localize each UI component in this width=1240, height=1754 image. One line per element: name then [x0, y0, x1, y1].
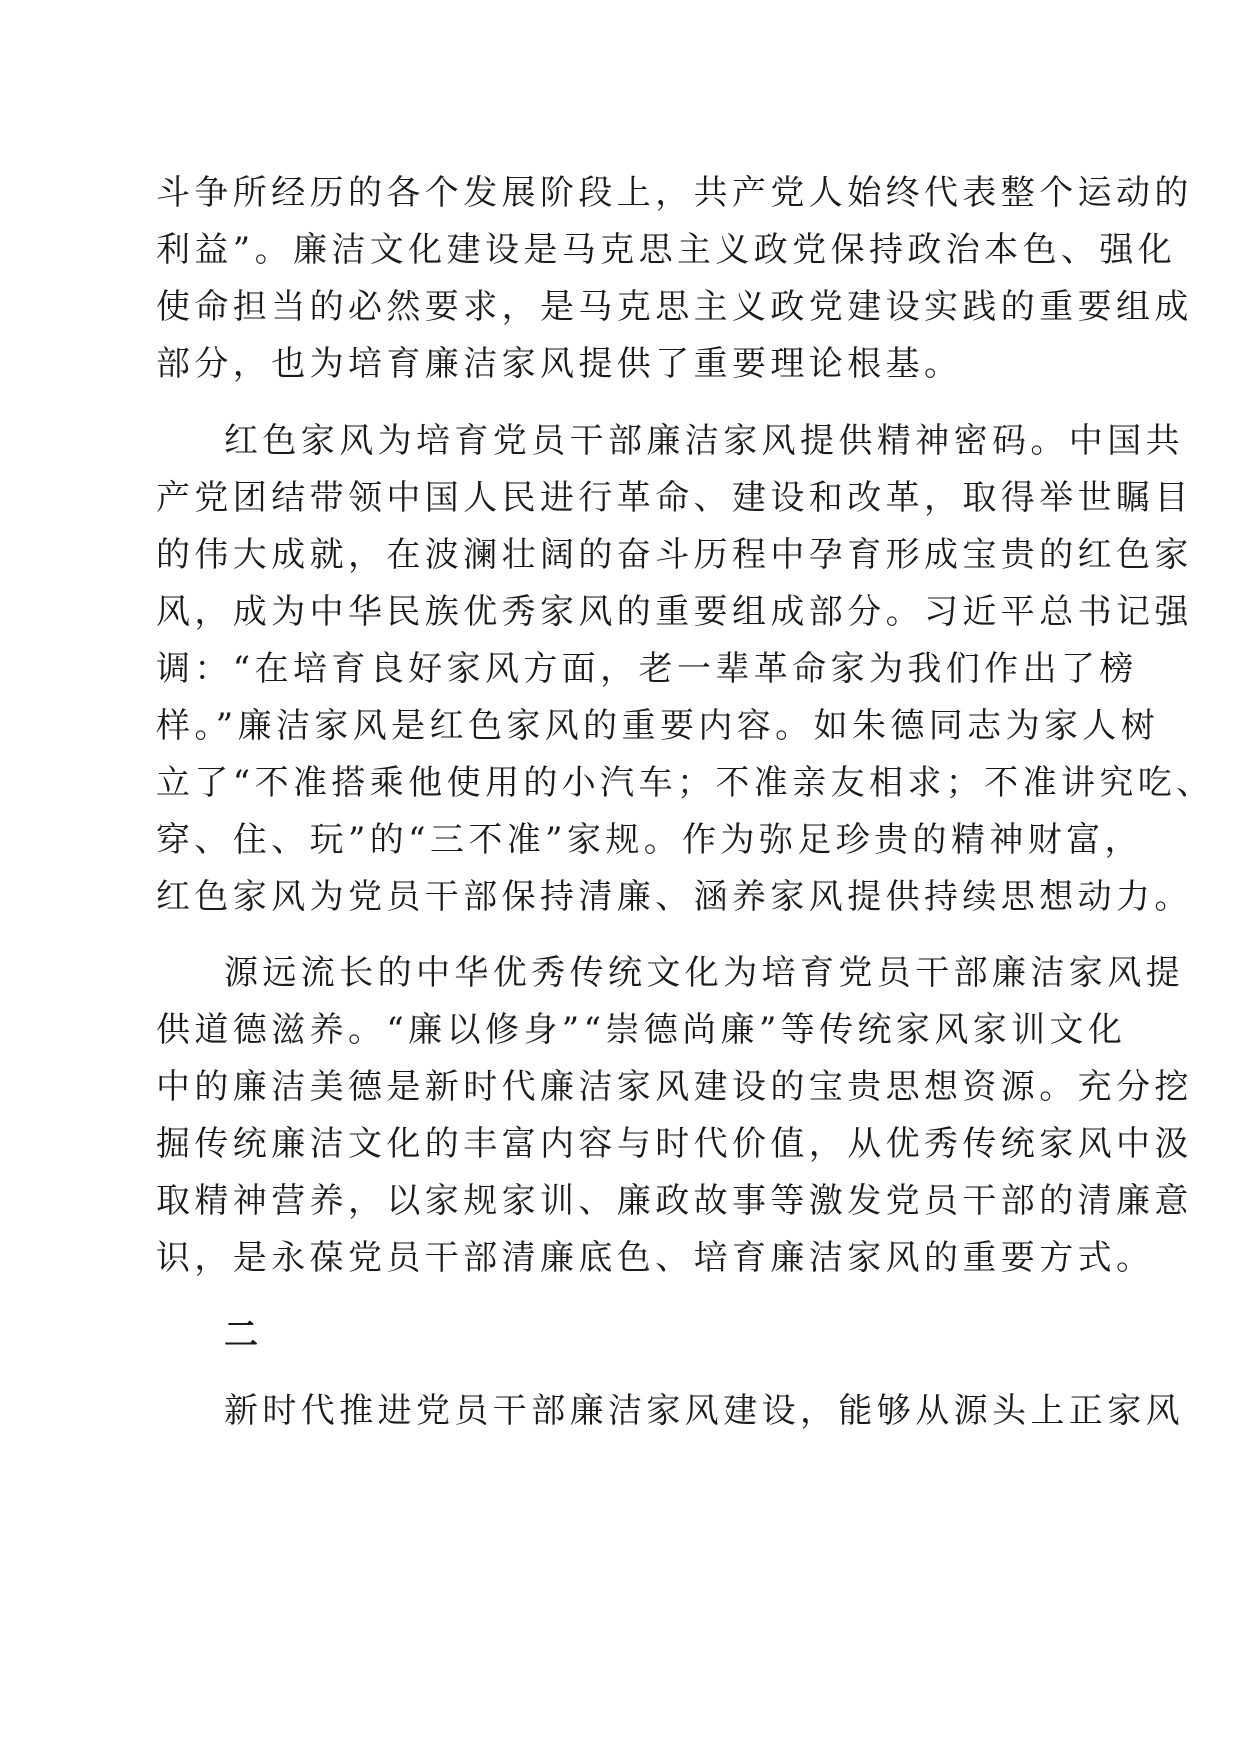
text-line: 的伟大成就，在波澜壮阔的奋斗历程中孕育形成宝贵的红色家 [156, 535, 1193, 575]
text-line: 红色家风为党员干部保持清廉、涵养家风提供持续思想动力。 [156, 877, 1193, 917]
text-line: 风，成为中华民族优秀家风的重要组成部分。习近平总书记强 [156, 592, 1193, 632]
section-heading: 二 [224, 1315, 263, 1355]
text-line: 部分，也为培育廉洁家风提供了重要理论根基。 [156, 344, 963, 384]
text-line: 新时代推进党员干部廉洁家风建设，能够从源头上正家风 [224, 1391, 1184, 1431]
text-line: 穿、住、玩”的“三不准”家规。作为弥足珍贵的精神财富， [156, 820, 1143, 860]
text-line: 立了“不准搭乘他使用的小汽车；不准亲友相求；不准讲究吃、 [156, 763, 1215, 803]
text-line: 调：“在培育良好家风方面，老一辈革命家为我们作出了榜 [156, 649, 1138, 689]
text-line: 中的廉洁美德是新时代廉洁家风建设的宝贵思想资源。充分挖 [156, 1067, 1193, 1107]
text-line: 红色家风为培育党员干部廉洁家风提供精神密码。中国共 [224, 421, 1184, 461]
text-line: 掘传统廉洁文化的丰富内容与时代价值，从优秀传统家风中汲 [156, 1124, 1193, 1164]
text-line: 使命担当的必然要求，是马克思主义政党建设实践的重要组成 [156, 287, 1193, 327]
text-line: 利益”。廉洁文化建设是马克思主义政党保持政治本色、强化 [156, 230, 1177, 270]
text-line: 供道德滋养。“廉以修身”“崇德尚廉”等传统家风家训文化 [156, 1010, 1127, 1050]
text-line: 取精神营养，以家规家训、廉政故事等激发党员干部的清廉意 [156, 1181, 1193, 1221]
text-line: 斗争所经历的各个发展阶段上，共产党人始终代表整个运动的 [156, 173, 1193, 213]
text-line: 产党团结带领中国人民进行革命、建设和改革，取得举世瞩目 [156, 478, 1193, 518]
text-line: 识，是永葆党员干部清廉底色、培育廉洁家风的重要方式。 [156, 1238, 1155, 1278]
text-line: 源远流长的中华优秀传统文化为培育党员干部廉洁家风提 [224, 953, 1184, 993]
text-line: 样。”廉洁家风是红色家风的重要内容。如朱德同志为家人树 [156, 706, 1160, 746]
